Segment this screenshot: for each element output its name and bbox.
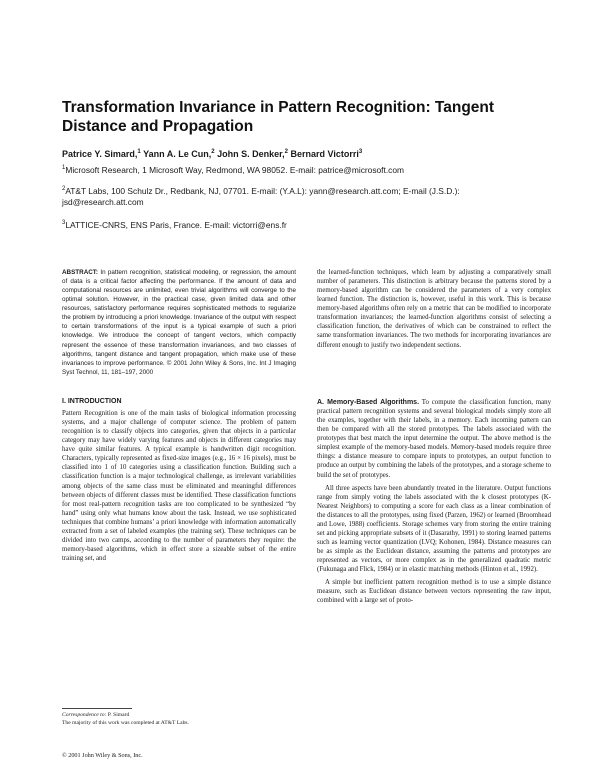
memory-based-paragraph-1: To compute the classification function, many practical pattern recognition systems and several biological models simply store all the examples, together with their labels, in a memory. Each incoming pattern can then be compared with all the stored prototypes. The labels associated with the prototypes that best match the input determine the output. The above method is the simplest example of the memory-based models. Memory-based models require three things: a distance measure to compare inputs to prototypes, an output function to produce an output by combining the labels of the prototypes, and a storage scheme to build the set of prototypes. <box>317 399 552 479</box>
footnote-correspondence: Correspondence to: P. Simard <box>62 712 130 718</box>
affiliation-1: $^1$Microsoft Research, 1 Microsoft Way, Redmond, WA 98052. E-mail: patrice@microsoft.com <box>62 164 404 175</box>
section-heading-memory-based: A. Memory-Based Algorithms. <box>317 399 420 406</box>
section-heading-introduction: I. INTRODUCTION <box>62 398 122 405</box>
author-2: Yann A. Le Cun,$^2$ <box>143 149 215 159</box>
footnote-rule <box>62 708 132 709</box>
affiliation-3: $^3$LATTICE-CNRS, ENS Paris, France. E-mail: victorri@ens.fr <box>62 219 287 230</box>
copyright-notice: © 2001 John Wiley & Sons, Inc. <box>62 752 143 759</box>
memory-based-section <box>317 398 551 605</box>
footnote-att: The majority of this work was completed at AT&T Labs. <box>62 720 189 726</box>
intro-body <box>62 409 296 563</box>
abstract-label: ABSTRACT: <box>62 269 99 276</box>
author-3: John S. Denker,$^2$ <box>217 149 288 159</box>
affiliation-2: $^2$AT&T Labs, 100 Schulz Dr., Redbank, NJ, 07701. E-mail: (Y.A.L): yann@research.att.com; E-mail (J.S.D.): jsd@research.att.com <box>62 185 460 207</box>
author-4: Bernard Victorri$^3$ <box>290 149 363 159</box>
author-list <box>62 149 542 159</box>
memory-based-paragraph-3: A simple but inefficient pattern recognition method is to use a simple distance measure, such as Euclidean distance between vectors representing the raw input, combined with a large set of proto- <box>317 579 551 605</box>
memory-based-paragraph-2: All three aspects have been abundantly treated in the literature. Output functions range from simply voting the labels associated with the k closest prototypes (K-Nearest Neighbors) to computing a score for each class as a linear combination of the distances to all the prototypes, using fixed (Parzen, 1962) or learned (Broomhead and Lowe, 1988) coefficients. Storage schemes vary from storing the entire training set and picking appropriate subsets of it (Dasarathy, 1991) to storing learned patterns such as learning vector quantization (LVQ; Kohonen, 1984). Distance measures can be as simple as the Euclidean distance, assuming the patterns and prototypes are represented as vectors, or more complex as in the generalized quadratic metric (Fukunaga and Flick, 1984) or in elastic matching methods (Hinton et al., 1992). <box>317 484 551 574</box>
intro-paragraph: Pattern Recognition is one of the main tasks of biological information processing systems, and a major challenge of computer science. The problem of pattern recognition is to classify objects into categories, given that objects in a particular category may have widely varying features and objects in different categories may have quite similar features. A typical example is handwritten digit recognition. Characters, typically represented as fixed-size images (e.g., 16 × 16 pixels), must be classified into 1 of 10 categories using a classification function. Building such a classification function is a major technological challenge, as irrelevant variabilities among objects of the same class must be eliminated and meaningful differences between objects of different classes must be identified. These classification functions for most real-pattern recognition tasks are too complicated to be synthesized “by hand” using only what humans know about the task. Instead, we use sophisticated techniques that combine humans’ a priori knowledge with information automatically extracted from a set of labeled examples (the training set). These techniques can be divided into two camps, according to the number of parameters they require: the memory-based algorithms, which in effect store a sizeable subset of the entire training set, and <box>62 410 296 562</box>
abstract-text: In pattern recognition, statistical modeling, or regression, the amount of data is a critical factor affecting the performance. If the amount of data and computational resources are unlimited, even trivial algorithms will converge to the optimal solution. However, in the practical case, given limited data and other resources, satisfactory performance requires sophisticated methods to regularize the problem by introducing a priori knowledge. Invariance of the output with respect to certain transformations of the input is a typical example of such a priori knowledge. We introduce the concept of tangent vectors, which compactly represent the essence of these transformation invariances, and two classes of algorithms, tangent distance and tangent propagation, which make use of these invariances to improve performance. © 2001 John Wiley & Sons, Inc. Int J Imaging Syst Technol, 11, 181–197, 2000 <box>62 269 297 376</box>
abstract <box>62 268 296 377</box>
paper-title: Transformation Invariance in Pattern Recognition: Tangent Distance and Propagation <box>62 99 495 135</box>
footnotes <box>62 711 296 727</box>
author-1: Patrice Y. Simard,$^1$ <box>62 149 141 159</box>
learned-function-paragraph: the learned-function techniques, which learn by adjusting a comparatively small number of parameters. This distinction is arbitrary because the patterns stored by a memory-based algorithm can be considered the parameters of a very complex learned function. The distinction is, however, useful in this work. This is because memory-based algorithms often rely on a metric that can be modified to incorporate transformation invariances; the learned-function algorithms consist of selecting a classification function, the derivatives of which can be constrained to reflect the same transformation invariances. The two methods for incorporating invariances are different enough to justify two independent sections. <box>317 269 551 349</box>
right-column-intro-continued <box>317 268 551 350</box>
